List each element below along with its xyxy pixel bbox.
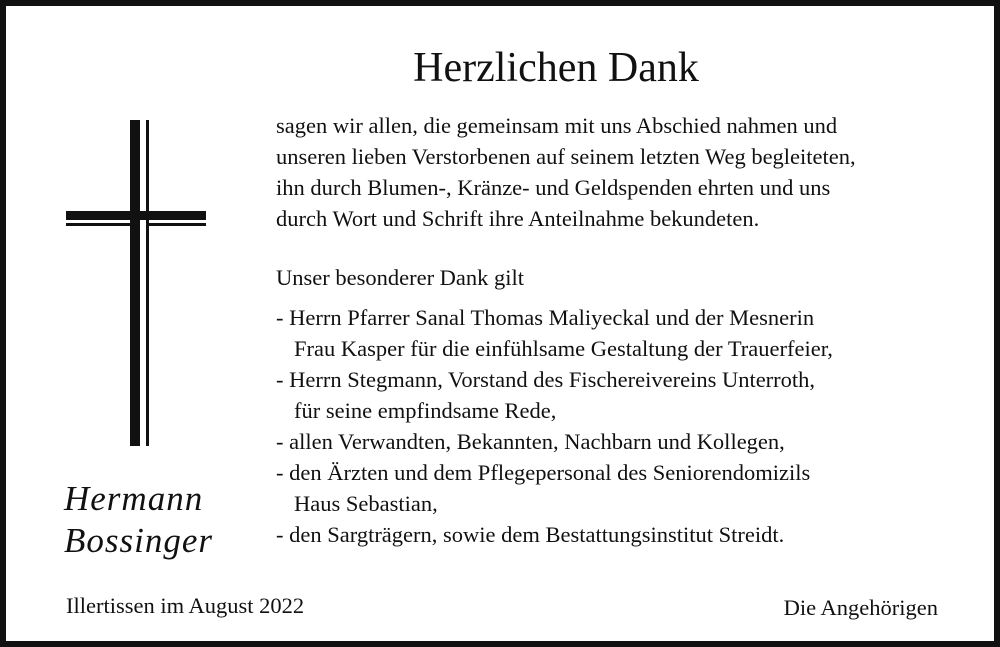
thanks-line: - den Sargträgern, sowie dem Bestattungsinstitut Streidt.: [276, 522, 785, 547]
deceased-last-name: Bossinger: [64, 521, 213, 560]
intro-line: unseren lieben Verstorbenen auf seinem letzten Weg begleiteten,: [276, 144, 856, 169]
thanks-list: [276, 302, 976, 550]
thanks-line: - Herrn Pfarrer Sanal Thomas Maliyeckal und der Mesnerin: [276, 305, 815, 330]
heading-title: Herzlichen Dank: [413, 45, 699, 91]
intro-line: ihn durch Blumen-, Kränze- und Geldspenden ehrten und uns: [276, 175, 831, 200]
thanks-line: - allen Verwandten, Bekannten, Nachbarn und Kollegen,: [276, 429, 785, 454]
thanks-line: - den Ärzten und dem Pflegepersonal des Seniorendomizils: [276, 460, 811, 485]
thanks-line: Frau Kasper für die einfühlsame Gestaltung der Trauerfeier,: [294, 336, 833, 361]
signature: Die Angehörigen: [783, 595, 938, 620]
thanks-line: Haus Sebastian,: [294, 491, 438, 516]
thanks-line: für seine empfindsame Rede,: [294, 398, 557, 423]
intro-line: durch Wort und Schrift ihre Anteilnahme bekundeten.: [276, 206, 760, 231]
deceased-name: [64, 478, 213, 562]
deceased-first-name: Hermann: [64, 479, 204, 518]
intro-line: sagen wir allen, die gemeinsam mit uns Abschied nahmen und: [276, 113, 838, 138]
intro-paragraph: [276, 110, 976, 234]
place-date: Illertissen im August 2022: [66, 593, 305, 618]
thanks-line: - Herrn Stegmann, Vorstand des Fischereivereins Unterroth,: [276, 367, 816, 392]
special-thanks-heading: Unser besonderer Dank gilt: [276, 265, 525, 290]
cross-icon: [66, 120, 206, 446]
